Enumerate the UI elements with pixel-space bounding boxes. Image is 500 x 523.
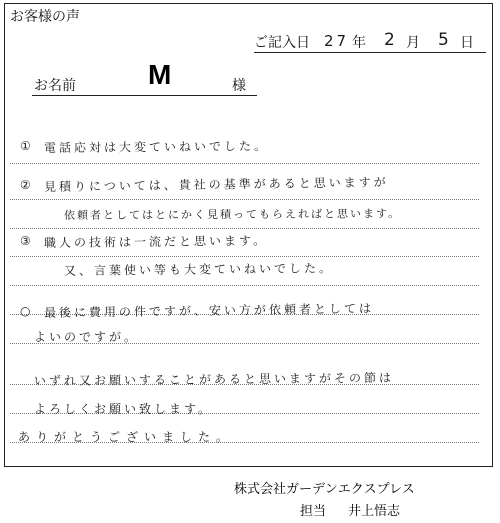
- entry-date: [246, 30, 486, 52]
- date-label: ご記入日: [254, 35, 310, 51]
- comment-text: 最後に費用の件ですが、安い方が依頼者としては: [43, 301, 375, 320]
- comment-marker: ③: [19, 233, 34, 248]
- date-month-unit: 月: [406, 35, 420, 51]
- name-label: お名前: [34, 78, 76, 94]
- comment-marker: ②: [19, 177, 34, 192]
- comment-text: 見積りについては、貴社の基準があると思いますが: [43, 175, 389, 194]
- writing-line: [10, 163, 479, 164]
- name-underline: [32, 95, 257, 96]
- writing-line: [10, 228, 479, 229]
- date-day-value: 5: [438, 30, 452, 50]
- page-title: お客様の声: [10, 9, 80, 25]
- writing-line: [10, 199, 479, 200]
- comment-text: 電話応対は大変ていねいでした。: [43, 139, 270, 155]
- comment-text: よいのですが。: [34, 330, 140, 344]
- comment-text: いずれ又お願いすることがあると思いますがその節は: [33, 370, 395, 388]
- comment-marker: ①: [19, 138, 34, 153]
- comment-text: 職人の技術は一流だと思います。: [43, 233, 269, 250]
- writing-line: [10, 285, 479, 286]
- comment-text: ありがとうございました。: [18, 430, 235, 444]
- comment-text: よろしくお願い致します。: [34, 402, 214, 416]
- staff-label: 担当: [300, 504, 327, 519]
- date-year-value: 27: [324, 32, 350, 50]
- writing-line: [10, 256, 479, 257]
- comment-text: 依頼者としてはとにかく見積ってもらえればと思います。: [63, 207, 402, 222]
- customer-name: M: [148, 59, 172, 90]
- comment-text: 又、言葉使い等も大変ていねいでした。: [63, 261, 335, 278]
- name-honorific: 様: [232, 78, 246, 94]
- date-month-value: 2: [384, 30, 398, 50]
- date-year-unit: 年: [352, 35, 366, 51]
- staff-name: 井上悟志: [348, 504, 401, 519]
- company-name: 株式会社ガーデンエクスプレス: [234, 482, 415, 497]
- date-underline: [254, 52, 486, 53]
- date-day-unit: 日: [460, 35, 474, 51]
- comment-marker: ○: [19, 303, 34, 318]
